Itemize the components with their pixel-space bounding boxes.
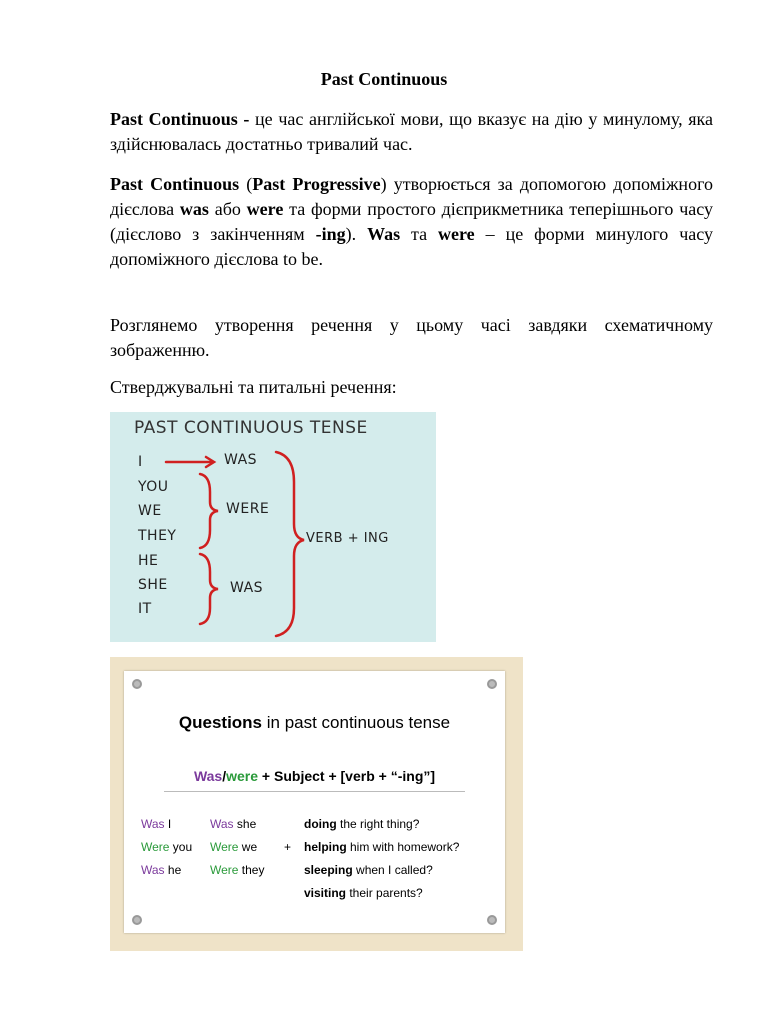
plus-sign: +	[284, 840, 292, 854]
question-subject	[210, 817, 256, 831]
question-subject	[141, 863, 181, 877]
diagram-title: PAST CONTINUOUS TENSE	[134, 418, 368, 438]
pronoun-you: YOU	[138, 479, 169, 495]
pin-icon	[132, 679, 142, 689]
text: або	[208, 199, 247, 219]
aux: Were	[141, 840, 170, 854]
question-predicate	[304, 863, 433, 877]
pronoun: they	[238, 863, 265, 877]
brace-was	[200, 554, 218, 624]
text: та форми простого дієприкметника теперішнього часу (дієслово з закінченням	[110, 199, 714, 244]
aux-was-top: WAS	[224, 452, 258, 468]
pronoun: I	[164, 817, 172, 831]
page-title: Past Continuous	[320, 69, 448, 89]
formula-rest: + Subject + [verb + “-ing”]	[258, 768, 436, 784]
verb: visiting	[304, 886, 347, 900]
verb: doing	[304, 817, 337, 831]
pronoun-it: IT	[138, 601, 152, 617]
verb: sleeping	[304, 863, 353, 877]
pin-icon	[487, 915, 497, 925]
question-formula	[124, 768, 505, 784]
text: та	[400, 224, 439, 244]
bold-term: was	[179, 199, 209, 219]
pin-icon	[487, 679, 497, 689]
formula-were: were	[226, 768, 259, 784]
aux: Were	[210, 863, 239, 877]
questions-card	[124, 671, 505, 933]
bold-term: -ing	[315, 224, 346, 244]
title-bold: Questions	[178, 713, 263, 732]
question-subject	[210, 840, 257, 854]
bold-term: were	[246, 199, 284, 219]
bold-term: were	[438, 224, 475, 244]
paragraph-formation	[110, 172, 713, 272]
pronoun-i: I	[138, 454, 143, 470]
text: – це форми минулого часу допоміжного дієслова to be.	[110, 224, 713, 269]
aux: Was	[141, 817, 165, 831]
verb-ing-result: VERB + ING	[306, 531, 389, 546]
pronoun: she	[233, 817, 257, 831]
text: ) утворюється за допомогою допоміжного дієслова	[110, 174, 713, 219]
aux: Was	[210, 817, 234, 831]
text: (	[239, 174, 253, 194]
aux-were: WERE	[226, 501, 270, 517]
aux-was-bottom: WAS	[230, 580, 264, 596]
verb: helping	[304, 840, 347, 854]
past-continuous-diagram	[110, 412, 436, 642]
rest: the right thing?	[336, 817, 420, 831]
pronoun-we: WE	[138, 503, 162, 519]
paragraph-scheme-intro: Розглянемо утворення речення у цьому часі завдяки схематичному зображенню.	[110, 315, 713, 360]
aux: Were	[210, 840, 239, 854]
pronoun-he: HE	[138, 553, 159, 569]
question-subject	[210, 863, 264, 877]
bracket-arrows	[110, 412, 436, 642]
title-rest: in past continuous tense	[262, 713, 451, 732]
divider	[164, 791, 465, 792]
brace-were	[200, 474, 218, 548]
bold-term: Past Continuous	[110, 174, 240, 194]
aux: Was	[141, 863, 165, 877]
pronoun-she: SHE	[138, 577, 168, 593]
paragraph-definition	[110, 107, 713, 157]
pronoun: he	[164, 863, 182, 877]
pronoun-they: THEY	[138, 528, 177, 544]
rest: when I called?	[352, 863, 433, 877]
bold-term: Past Progressive	[252, 174, 381, 194]
definition-text: це час англійської мови, що вказує на дію у минулому, яка здійснювалась достатньо тривалий час.	[110, 109, 713, 154]
rest: their parents?	[346, 886, 423, 900]
questions-title	[124, 713, 505, 733]
question-predicate	[304, 817, 419, 831]
questions-figure	[110, 657, 523, 951]
rest: him with homework?	[346, 840, 460, 854]
text: ).	[345, 224, 368, 244]
paragraph-sentence-types: Стверджувальні та питальні речення:	[110, 377, 397, 397]
term-bold: Past Continuous -	[110, 109, 250, 129]
question-subject	[141, 817, 171, 831]
question-subject	[141, 840, 192, 854]
pin-icon	[132, 915, 142, 925]
question-predicate	[304, 840, 459, 854]
pronoun: you	[169, 840, 193, 854]
bold-term: Was	[367, 224, 401, 244]
pronoun: we	[238, 840, 258, 854]
formula-was: Was	[193, 768, 223, 784]
big-brace	[276, 452, 304, 636]
formula-slash: /	[222, 768, 227, 784]
question-predicate	[304, 886, 423, 900]
